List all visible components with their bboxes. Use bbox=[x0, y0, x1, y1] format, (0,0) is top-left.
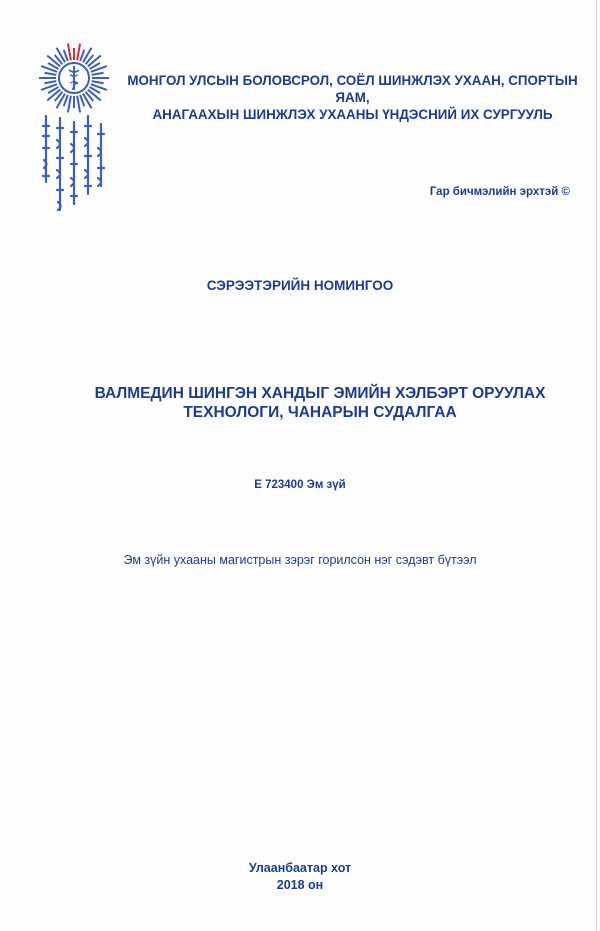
caduceus-sun-emblem-icon bbox=[38, 42, 110, 114]
university-name: МОНГОЛ УЛСЫН БОЛОВСРОЛ, СОЁЛ ШИНЖЛЭХ УХААН, СПОРТЫН ЯАМ, АНАГААХЫН ШИНЖЛЭХ УХААНЫ ҮНДЭСНИЙ ИХ СУРГУУЛЬ bbox=[127, 73, 578, 122]
mongolian-script-seal-icon bbox=[38, 112, 108, 217]
degree-statement: Эм зүйн ухааны магистрын зэрэг горилсон нэг сэдэвт бүтээл bbox=[123, 553, 477, 567]
program-code: E 723400 Эм зүй bbox=[254, 479, 346, 491]
scan-edge-divider bbox=[596, 0, 597, 931]
thesis-title: ВАЛМЕДИН ШИНГЭН ХАНДЫГ ЭМИЙН ХЭЛБЭРТ ОРУУЛАХ ТЕХНОЛОГИ, ЧАНАРЫН СУДАЛГАА bbox=[94, 385, 546, 421]
rights-notice: Гар бичмэлийн эрхтэй © bbox=[429, 186, 570, 198]
place-and-year: Улаанбаатар хот 2018 он bbox=[248, 861, 352, 892]
author-name: СЭРЭЭТЭРИЙН НОМИНГОО bbox=[206, 278, 394, 293]
